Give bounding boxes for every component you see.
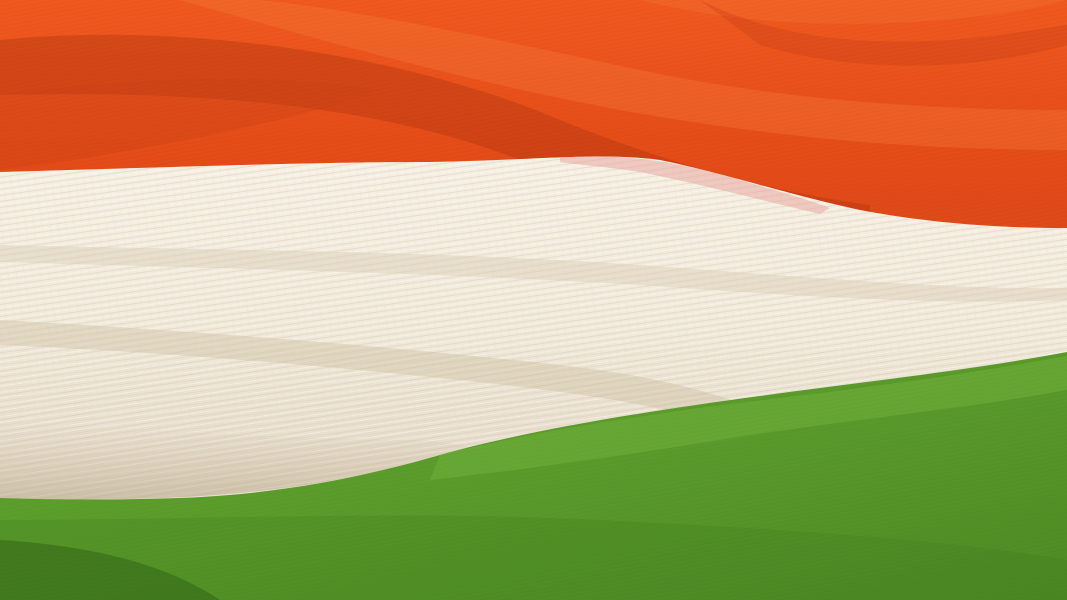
- green-band: [0, 350, 1067, 600]
